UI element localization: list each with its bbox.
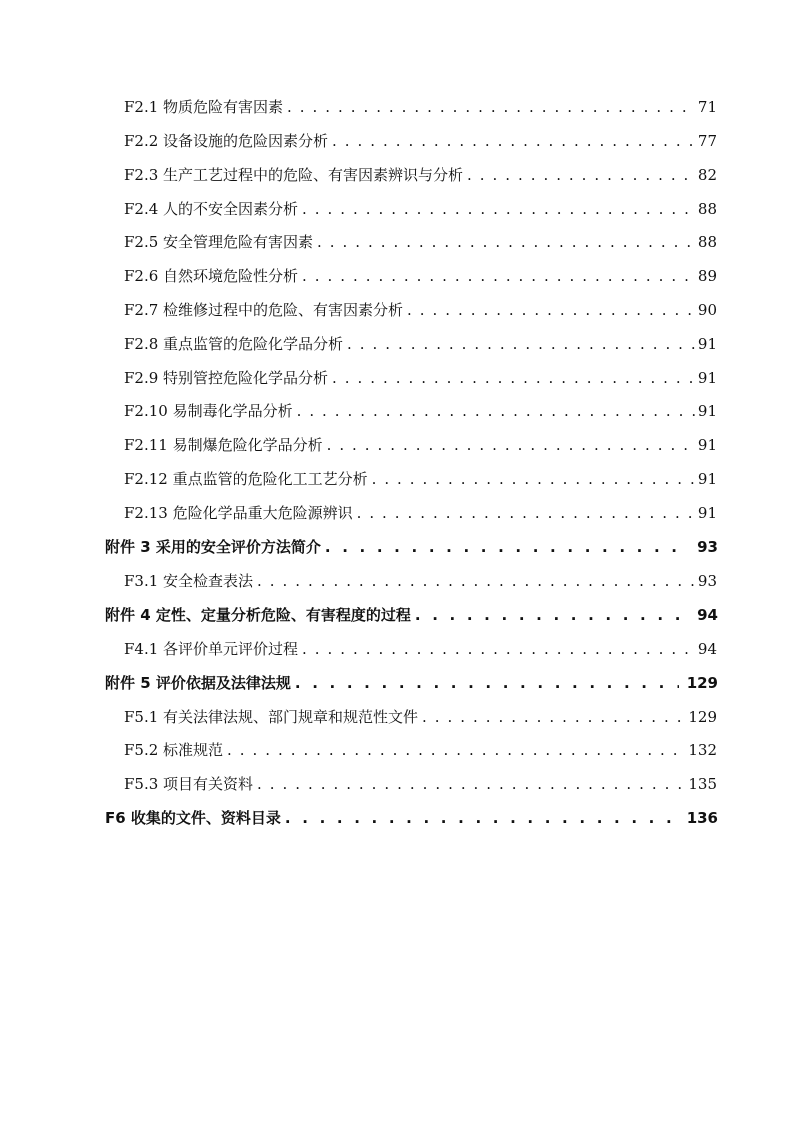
toc-entry-title: F2.5 安全管理危险有害因素 bbox=[124, 233, 314, 251]
toc-entry-page: 91 bbox=[697, 470, 717, 488]
toc-entry-page: 135 bbox=[688, 775, 717, 793]
toc-entry-f2-10[interactable] bbox=[124, 396, 717, 426]
dot-leader bbox=[227, 735, 686, 765]
toc-entry-f2-6[interactable] bbox=[124, 261, 717, 291]
toc-entry-page: 91 bbox=[697, 335, 717, 353]
toc-entry-title: F2.8 重点监管的危险化学品分析 bbox=[124, 335, 344, 353]
toc-entry-page: 91 bbox=[697, 504, 717, 522]
toc-entry-appendix-3[interactable] bbox=[105, 532, 718, 562]
toc-entry-page: 93 bbox=[697, 572, 717, 590]
dot-leader bbox=[467, 160, 696, 190]
toc-entry-f2-1[interactable] bbox=[124, 92, 717, 122]
dot-leader bbox=[285, 803, 679, 833]
toc-entry-page: 90 bbox=[697, 301, 717, 319]
toc-entry-title: F4.1 各评价单元评价过程 bbox=[124, 640, 299, 658]
toc-entry-title: F2.3 生产工艺过程中的危险、有害因素辨识与分析 bbox=[124, 166, 464, 184]
toc-entry-page: 94 bbox=[697, 606, 718, 624]
toc-entry-page: 71 bbox=[697, 98, 717, 116]
toc-entry-title: F2.9 特别管控危险化学品分析 bbox=[124, 369, 329, 387]
toc-entry-page: 91 bbox=[697, 369, 717, 387]
toc-entry-title: F3.1 安全检查表法 bbox=[124, 572, 254, 590]
toc-entry-title: F5.3 项目有关资料 bbox=[124, 775, 254, 793]
toc-entry-title: 附件 4 定性、定量分析危险、有害程度的过程 bbox=[105, 606, 411, 624]
toc-entry-title: F5.1 有关法律法规、部门规章和规范性文件 bbox=[124, 708, 419, 726]
toc-entry-f4-1[interactable] bbox=[124, 634, 717, 664]
toc-entry-title: F6 收集的文件、资料目录 bbox=[105, 809, 281, 827]
toc-entry-page: 93 bbox=[697, 538, 718, 556]
toc-entry-f6[interactable] bbox=[105, 803, 718, 833]
dot-leader bbox=[327, 430, 696, 460]
dot-leader bbox=[415, 600, 689, 630]
toc-entry-f2-8[interactable] bbox=[124, 329, 717, 359]
toc-entry-page: 132 bbox=[688, 741, 717, 759]
dot-leader bbox=[422, 702, 686, 732]
toc-entry-page: 91 bbox=[697, 402, 717, 420]
toc-entry-f3-1[interactable] bbox=[124, 566, 717, 596]
dot-leader bbox=[297, 396, 696, 426]
toc-entry-f2-4[interactable] bbox=[124, 194, 717, 224]
toc-entry-title: 附件 3 采用的安全评价方法简介 bbox=[105, 538, 321, 556]
dot-leader bbox=[407, 295, 696, 325]
toc-entry-page: 94 bbox=[697, 640, 717, 658]
toc-entry-title: F2.2 设备设施的危险因素分析 bbox=[124, 132, 329, 150]
toc-entry-f2-13[interactable] bbox=[124, 498, 717, 528]
toc-entry-f2-12[interactable] bbox=[124, 464, 717, 494]
toc-entry-f2-5[interactable] bbox=[124, 227, 717, 257]
toc-entry-title: F2.11 易制爆危险化学品分析 bbox=[124, 436, 323, 454]
dot-leader bbox=[302, 634, 696, 664]
toc-entry-page: 136 bbox=[686, 809, 718, 827]
toc-entry-title: F2.7 检维修过程中的危险、有害因素分析 bbox=[124, 301, 404, 319]
toc-entry-page: 89 bbox=[697, 267, 717, 285]
toc-entry-page: 82 bbox=[697, 166, 717, 184]
dot-leader bbox=[357, 498, 696, 528]
toc-entry-title: F2.12 重点监管的危险化工工艺分析 bbox=[124, 470, 368, 488]
toc-entry-f2-7[interactable] bbox=[124, 295, 717, 325]
toc-entry-page: 88 bbox=[697, 200, 717, 218]
dot-leader bbox=[372, 464, 696, 494]
toc-entry-page: 91 bbox=[697, 436, 717, 454]
toc-entry-appendix-5[interactable] bbox=[105, 668, 718, 698]
toc-entry-page: 129 bbox=[688, 708, 717, 726]
dot-leader bbox=[332, 363, 696, 393]
toc-entry-f5-1[interactable] bbox=[124, 702, 717, 732]
toc-entry-title: F2.6 自然环境危险性分析 bbox=[124, 267, 299, 285]
dot-leader bbox=[347, 329, 696, 359]
dot-leader bbox=[257, 769, 686, 799]
toc-entry-title: F2.1 物质危险有害因素 bbox=[124, 98, 284, 116]
dot-leader bbox=[302, 261, 696, 291]
dot-leader bbox=[302, 194, 696, 224]
dot-leader bbox=[325, 532, 689, 562]
dot-leader bbox=[332, 126, 696, 156]
toc-entry-f2-3[interactable] bbox=[124, 160, 717, 190]
dot-leader bbox=[257, 566, 696, 596]
toc-entry-appendix-4[interactable] bbox=[105, 600, 718, 630]
toc-entry-f2-9[interactable] bbox=[124, 363, 717, 393]
toc-entry-f5-3[interactable] bbox=[124, 769, 717, 799]
toc-entry-page: 77 bbox=[697, 132, 717, 150]
dot-leader bbox=[295, 668, 679, 698]
toc-entry-title: F2.13 危险化学品重大危险源辨识 bbox=[124, 504, 353, 522]
toc-entry-title: F2.10 易制毒化学品分析 bbox=[124, 402, 293, 420]
toc-entry-title: F5.2 标准规范 bbox=[124, 741, 224, 759]
dot-leader bbox=[287, 92, 696, 122]
toc-entry-title: F2.4 人的不安全因素分析 bbox=[124, 200, 299, 218]
toc-entry-f2-2[interactable] bbox=[124, 126, 717, 156]
toc-entry-f2-11[interactable] bbox=[124, 430, 717, 460]
toc-entry-f5-2[interactable] bbox=[124, 735, 717, 765]
toc-entry-page: 88 bbox=[697, 233, 717, 251]
toc-entry-page: 129 bbox=[686, 674, 718, 692]
dot-leader bbox=[317, 227, 696, 257]
toc-entry-title: 附件 5 评价依据及法律法规 bbox=[105, 674, 291, 692]
